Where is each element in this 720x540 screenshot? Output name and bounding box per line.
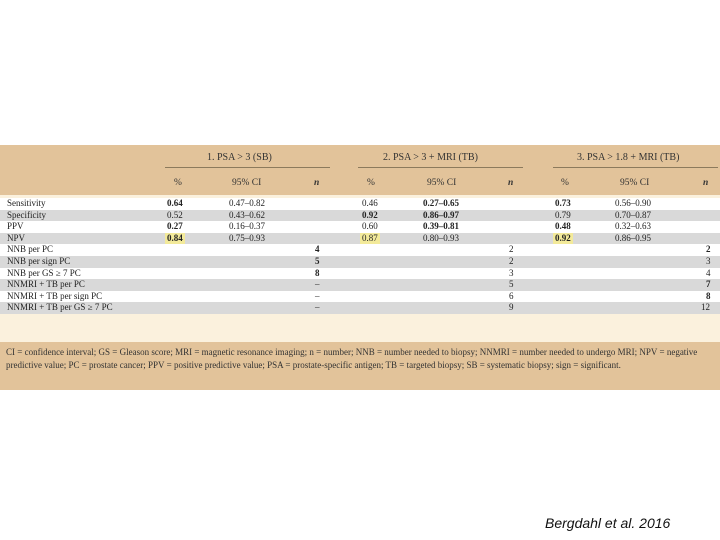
cell-n: –: [315, 279, 320, 290]
cell-ci: 0.47–0.82: [229, 198, 265, 208]
cell-value: 0.46: [362, 198, 378, 208]
cell-value-highlighted: 0.87: [362, 232, 378, 243]
cell-n: 5: [509, 279, 514, 290]
cell-ci: 0.43–0.62: [229, 209, 265, 220]
cell-n: 4: [706, 267, 711, 278]
cell-n: 8: [706, 290, 711, 301]
cell-n: 3: [706, 255, 711, 266]
cell-value: 0.27: [167, 221, 183, 232]
col-pct-3: %: [561, 178, 569, 188]
table-row: [0, 244, 720, 256]
cell-value: 0.52: [167, 209, 183, 220]
col-ci-3: 95% CI: [620, 178, 650, 188]
table-footnote: [0, 342, 720, 390]
cell-value: 0.73: [555, 198, 571, 208]
cell-value: 0.79: [555, 209, 571, 220]
cell-ci: 0.80–0.93: [423, 232, 459, 243]
cell-ci: 0.86–0.97: [423, 209, 459, 220]
group-header-3: 3. PSA > 1.8 + MRI (TB): [577, 152, 680, 163]
row-label: NPV: [7, 232, 26, 243]
table-row: [0, 221, 720, 233]
cell-ci: 0.56–0.90: [615, 198, 651, 208]
cell-n: 12: [701, 302, 710, 313]
cell-ci: 0.70–0.87: [615, 209, 651, 220]
cell-value: 0.64: [167, 198, 183, 208]
cell-n: 9: [509, 302, 514, 313]
table-row: [0, 256, 720, 268]
table-row: [0, 233, 720, 245]
col-n-1: n: [314, 178, 320, 188]
col-pct-2: %: [367, 178, 375, 188]
group-divider-1: [165, 167, 330, 168]
cell-n: 6: [509, 290, 514, 301]
cell-value: 0.60: [362, 221, 378, 232]
cell-ci: 0.16–0.37: [229, 221, 265, 232]
row-label: NNMRI + TB per PC: [7, 279, 85, 290]
row-label: NNB per PC: [7, 244, 54, 255]
cell-n: 5: [315, 255, 320, 266]
row-label: NNMRI + TB per sign PC: [7, 290, 103, 301]
citation: Bergdahl et al. 2016: [545, 515, 671, 531]
cell-ci: 0.27–0.65: [423, 198, 459, 208]
footnote-text: CI = confidence interval; GS = Gleason score; MRI = magnetic resonance imaging; n = number; NNB = number needed to biopsy; NNMRI = number needed to undergo MRI; NPV = negative predictive value; PC = prostate cancer; PPV = positive predictive value; PSA = prostate-specific antigen; TB = targeted biopsy; SB = systematic biopsy; sign = significant.: [6, 347, 698, 370]
col-n-2: n: [508, 178, 514, 188]
row-label: Specificity: [7, 209, 46, 220]
table-row: [0, 291, 720, 303]
row-label: PPV: [7, 221, 24, 232]
cell-n: 7: [706, 279, 711, 290]
row-label: NNB per sign PC: [7, 255, 71, 266]
row-label: NNB per GS ≥ 7 PC: [7, 267, 81, 278]
cell-n: –: [315, 290, 320, 301]
cell-n: 2: [509, 244, 514, 255]
cell-value: 0.48: [555, 221, 571, 232]
group-header-1: 1. PSA > 3 (SB): [207, 152, 272, 163]
row-label: NNMRI + TB per GS ≥ 7 PC: [7, 302, 113, 313]
cell-n: 4: [315, 244, 320, 255]
cell-n: 8: [315, 267, 320, 278]
cell-ci: 0.75–0.93: [229, 232, 265, 243]
cell-ci: 0.86–0.95: [615, 232, 651, 243]
group-divider-2: [358, 167, 523, 168]
cell-value-highlighted: 0.84: [167, 232, 183, 243]
cell-value-highlighted: 0.92: [555, 232, 571, 243]
table-row: [0, 198, 720, 210]
cell-value: 0.92: [362, 209, 378, 220]
table-header: [0, 145, 720, 195]
table-row: [0, 268, 720, 280]
col-pct-1: %: [174, 178, 182, 188]
cell-n: 2: [706, 244, 711, 255]
table-body: [0, 198, 720, 314]
table-row: [0, 210, 720, 222]
table-row: [0, 279, 720, 291]
cell-n: –: [315, 302, 320, 313]
col-n-3: n: [703, 178, 709, 188]
group-header-2: 2. PSA > 3 + MRI (TB): [383, 152, 478, 163]
row-label: Sensitivity: [7, 198, 46, 208]
col-ci-1: 95% CI: [232, 178, 262, 188]
cell-n: 2: [509, 255, 514, 266]
table-row: [0, 302, 720, 314]
results-table: [0, 145, 720, 390]
col-ci-2: 95% CI: [427, 178, 457, 188]
group-divider-3: [553, 167, 718, 168]
cell-ci: 0.32–0.63: [615, 221, 651, 232]
cell-n: 3: [509, 267, 514, 278]
cell-ci: 0.39–0.81: [423, 221, 459, 232]
